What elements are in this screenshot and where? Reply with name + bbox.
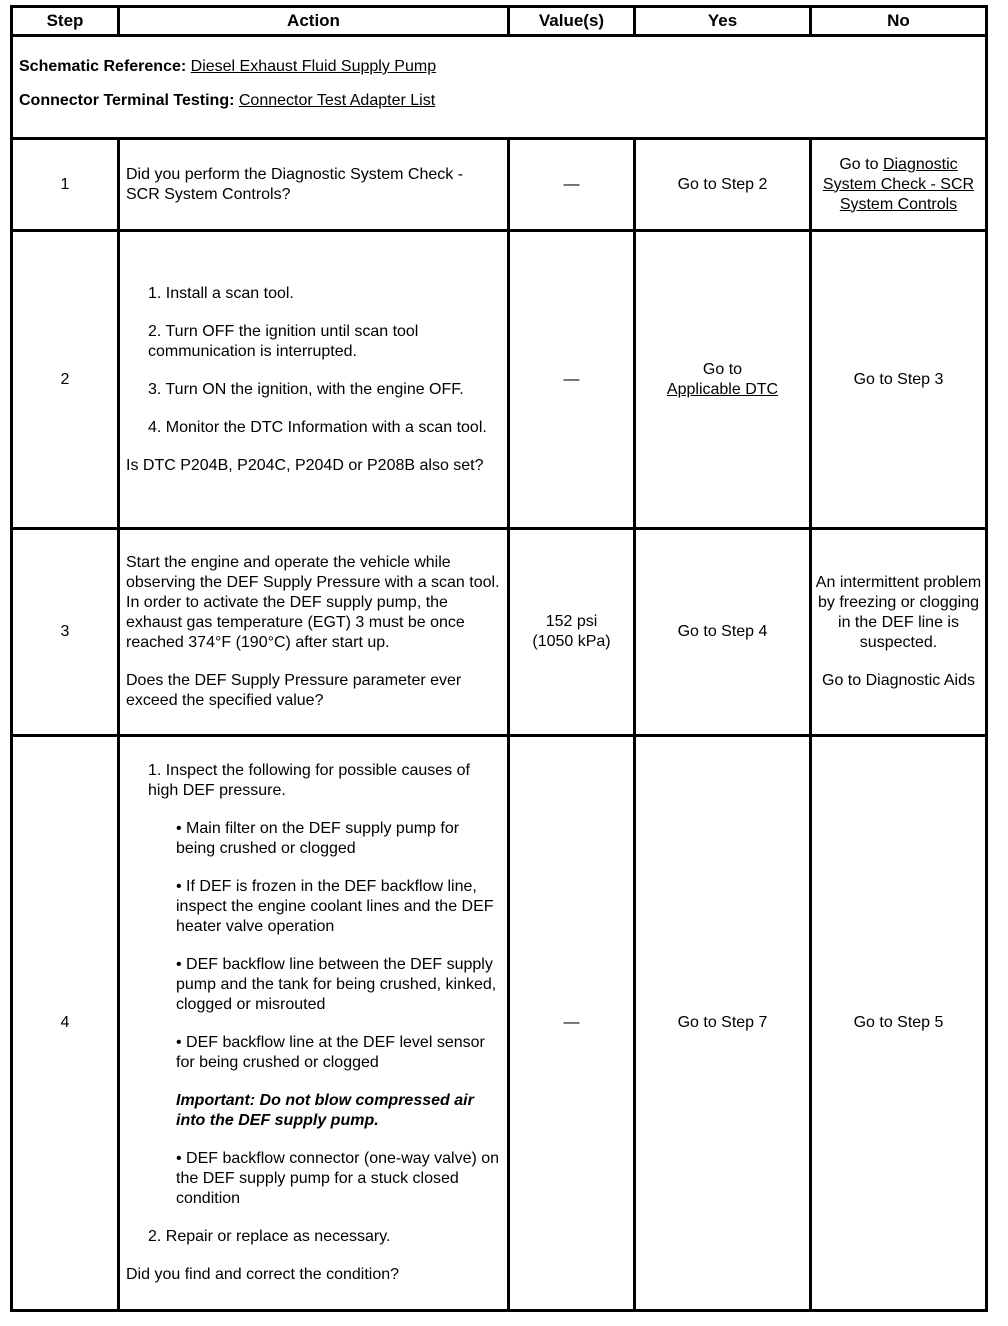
bullet-item: • DEF backflow connector (one-way valve) on the DEF supply pump for a stuck closed condition <box>176 1150 500 1207</box>
step-row-3 <box>12 529 987 736</box>
list-item: 4. Monitor the DTC Information with a scan tool. <box>148 418 487 436</box>
step-action <box>119 529 509 736</box>
bullet-item: • If DEF is frozen in the DEF backflow line, inspect the engine coolant lines and the DEF heater valve operation <box>176 878 494 935</box>
no-action: Go to Diagnostic Aids <box>822 672 975 689</box>
bullet-item: • DEF backflow line at the DEF level sensor for being crushed or clogged <box>176 1034 485 1071</box>
list-item: 2. Repair or replace as necessary. <box>148 1228 391 1245</box>
step-yes <box>635 231 811 529</box>
step-number: 3 <box>12 529 119 736</box>
action-list <box>126 284 501 438</box>
bullet-item: • Main filter on the DEF supply pump for being crushed or clogged <box>176 820 460 857</box>
step-yes: Go to Step 2 <box>635 139 811 231</box>
header-yes: Yes <box>635 7 811 36</box>
step-no <box>811 529 987 736</box>
header-action: Action <box>119 7 509 36</box>
step-question: Is DTC P204B, P204C, P204D or P208B also set? <box>126 456 484 474</box>
step-value: — <box>509 139 635 231</box>
header-values: Value(s) <box>509 7 635 36</box>
list-item: 1. Install a scan tool. <box>148 284 294 302</box>
no-note: An intermittent problem by freezing or clogging in the DEF line is suspected. <box>815 574 982 651</box>
list-item: 1. Inspect the following for possible causes of high DEF pressure. <box>148 762 470 799</box>
step-action: Did you perform the Diagnostic System Check - SCR System Controls? <box>119 139 509 231</box>
step-no: Go to Step 3 <box>811 231 987 529</box>
connector-testing-link[interactable]: Connector Test Adapter List <box>238 92 436 109</box>
yes-prefix: Go to <box>702 360 743 378</box>
action-text: Start the engine and operate the vehicle while observing the DEF Supply Pressure with a scan tool. In order to activate the DEF supply pump, the exhaust gas temperature (EGT) 3 must be once reached 374°F (190°C) after start up. <box>126 554 500 651</box>
step-value: — <box>509 231 635 529</box>
step-row-2 <box>12 231 987 529</box>
value-kpa: (1050 kPa) <box>532 633 611 650</box>
action-list <box>126 761 501 1247</box>
header-no: No <box>811 7 987 36</box>
step-action <box>119 231 509 529</box>
list-item: 3. Turn ON the ignition, with the engine OFF. <box>148 380 464 398</box>
step-no <box>811 139 987 231</box>
step-number: 1 <box>12 139 119 231</box>
header-step: Step <box>12 7 119 36</box>
step-yes: Go to Step 4 <box>635 529 811 736</box>
bullet-item: • DEF backflow line between the DEF supply pump and the tank for being crushed, kinked, clogged or misrouted <box>176 956 497 1013</box>
step-yes: Go to Step 7 <box>635 736 811 1311</box>
step-value: — <box>509 736 635 1311</box>
step-no: Go to Step 5 <box>811 736 987 1311</box>
bullet-list <box>148 819 501 1209</box>
reference-cell <box>12 36 987 139</box>
diagnostic-table <box>10 5 988 1312</box>
important-note: Important: Do not blow compressed air into the DEF supply pump. <box>176 1092 474 1129</box>
step-value <box>509 529 635 736</box>
list-item: 2. Turn OFF the ignition until scan tool communication is interrupted. <box>148 322 419 360</box>
connector-testing-label: Connector Terminal Testing: <box>19 92 235 109</box>
diagnostic-system-check-link[interactable]: Diagnostic System Check - SCR System Controls <box>822 155 975 213</box>
schematic-reference-label: Schematic Reference: <box>19 58 187 75</box>
value-psi: 152 psi <box>545 613 598 630</box>
no-prefix: Go to <box>839 155 879 173</box>
step-number: 4 <box>12 736 119 1311</box>
step-question: Does the DEF Supply Pressure parameter ever exceed the specified value? <box>126 672 462 709</box>
step-number: 2 <box>12 231 119 529</box>
step-question: Did you find and correct the condition? <box>126 1266 400 1283</box>
reference-row <box>12 36 987 139</box>
header-row <box>12 7 987 36</box>
step-action <box>119 736 509 1311</box>
step-row-1 <box>12 139 987 231</box>
schematic-reference-link[interactable]: Diesel Exhaust Fluid Supply Pump <box>190 58 437 75</box>
step-row-4 <box>12 736 987 1311</box>
applicable-dtc-link[interactable]: Applicable DTC <box>666 380 779 398</box>
